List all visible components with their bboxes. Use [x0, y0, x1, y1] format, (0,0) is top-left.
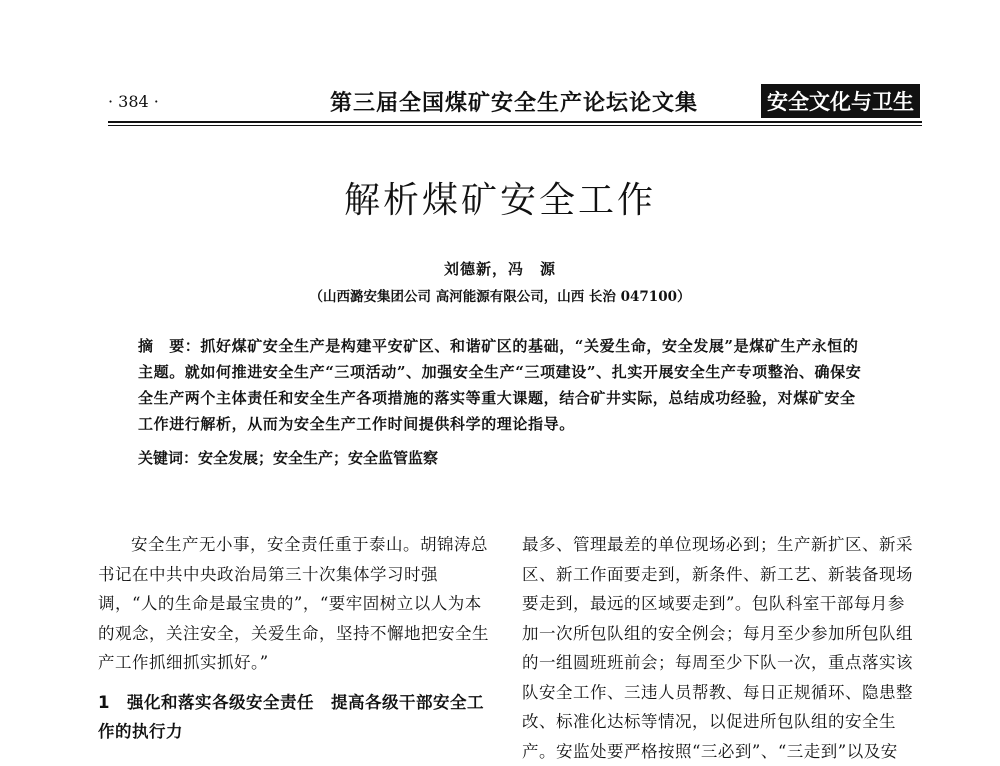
authors: 刘德新，冯 源	[443, 260, 556, 278]
keywords-label: 关键词：	[138, 449, 199, 467]
affiliation: （山西潞安集团公司 高河能源有限公司，山西 长治 047100）	[309, 289, 691, 305]
running-header	[108, 78, 920, 118]
right-column	[522, 530, 914, 766]
keywords-text: 安全发展；安全生产；安全监管监察	[198, 449, 439, 467]
header-rule-thin	[108, 125, 922, 126]
section-tag: 安全文化与卫生	[761, 84, 920, 118]
article-title: 解析煤矿安全工作	[343, 180, 656, 221]
page-number: · 384 ·	[108, 92, 159, 111]
abstract-label: 摘 要：	[138, 337, 201, 355]
section-heading: 1 强化和落实各级安全责任 提高各级干部安全工作的执行力	[98, 692, 484, 741]
abstract	[138, 333, 868, 437]
header-rule	[108, 121, 922, 123]
intro-paragraph: 安全生产无小事，安全责任重于泰山。胡锦涛总书记在中共中央政治局第三十次集体学习时强调，“人的生命是最宝贵的”，“要牢固树立以人为本的观念，关注安全，关爱生命，坚持不懈地把安全生产工作抓细抓实抓好。”	[98, 535, 489, 672]
right-paragraph: 最多、管理最差的单位现场必到；生产新扩区、新采区、新工作面要走到，新条件、新工艺、新装备现场要走到，最远的区域要走到”。包队科室干部每月参加一次所包队组的安全例会；每月至少参加所包队组的一组圆班班前会；每周至少下队一次，重点落实该队安全工作、三违人员帮教、每日正规循环、隐患整改、标准化达标等情况，以促进所包队组的安全生产。安监处要严格按照“三必到”、“三走到”以及安	[522, 535, 913, 761]
abstract-text: 抓好煤矿安全生产是构建平安矿区、和谐矿区的基础，“关爱生命，安全发展”是煤矿生产永恒的主题。就如何推进安全生产“三项活动”、加强安全生产“三项建设”、扎实开展安全生产专项整治、确保安全生产两个主体责任和安全生产各项措施的落实等重大课题，结合矿井实际，总结成功经验，对煤矿安全工作进行解析，从而为安全生产工作时间提供科学的理论指导。	[138, 337, 862, 433]
keywords	[138, 447, 868, 468]
running-title: 第三届全国煤矿安全生产论坛论文集	[330, 91, 699, 116]
left-column	[98, 530, 490, 747]
